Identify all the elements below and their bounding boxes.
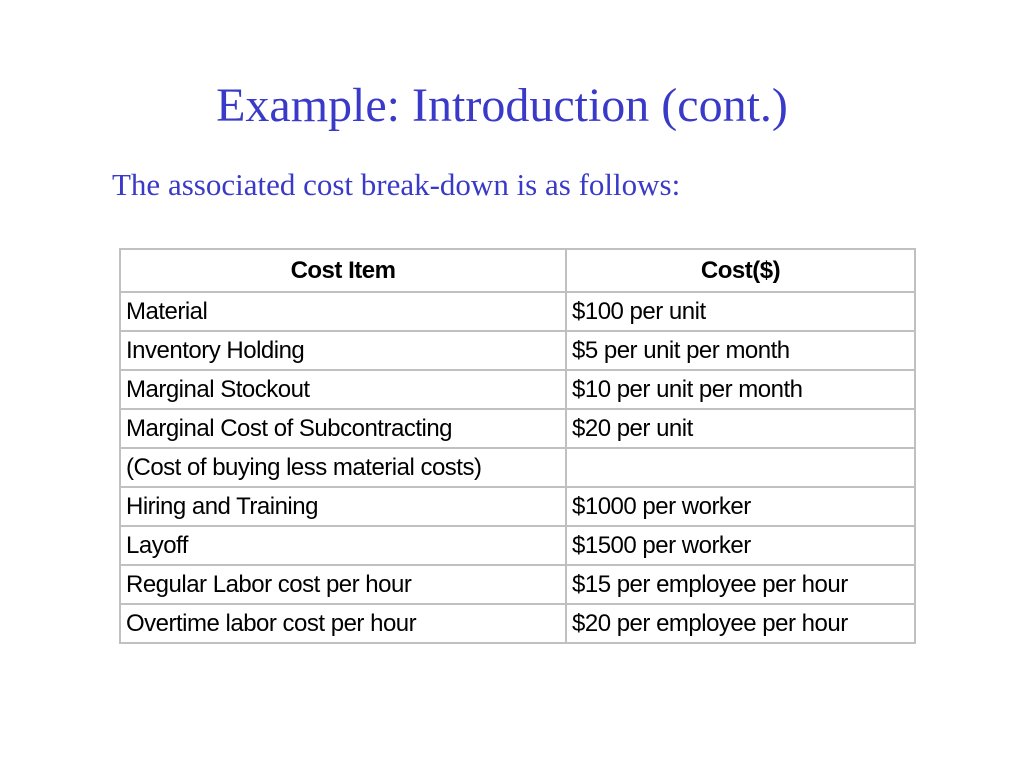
cost-value-cell	[566, 448, 915, 487]
table-row	[120, 370, 915, 409]
column-header-cost-item: Cost Item	[120, 249, 566, 292]
cost-value-cell: $20 per employee per hour	[566, 604, 915, 643]
table-row	[120, 565, 915, 604]
cost-value-cell: $5 per unit per month	[566, 331, 915, 370]
column-header-cost: Cost($)	[566, 249, 915, 292]
cost-table	[119, 248, 916, 644]
cost-item-cell: (Cost of buying less material costs)	[120, 448, 566, 487]
slide-title: Example: Introduction (cont.)	[216, 79, 788, 132]
cost-item-cell: Material	[120, 292, 566, 331]
table-row	[120, 604, 915, 643]
table-row	[120, 331, 915, 370]
table-row	[120, 448, 915, 487]
cost-item-cell: Regular Labor cost per hour	[120, 565, 566, 604]
table-row	[120, 409, 915, 448]
cost-item-cell: Marginal Cost of Subcontracting	[120, 409, 566, 448]
cost-item-cell: Marginal Stockout	[120, 370, 566, 409]
table-header-row	[120, 249, 915, 292]
table-row	[120, 487, 915, 526]
table-row	[120, 526, 915, 565]
cost-item-cell: Overtime labor cost per hour	[120, 604, 566, 643]
slide-subtitle: The associated cost break-down is as follows:	[112, 167, 681, 202]
table-row	[120, 292, 915, 331]
cost-item-cell: Layoff	[120, 526, 566, 565]
cost-item-cell: Hiring and Training	[120, 487, 566, 526]
cost-value-cell: $1000 per worker	[566, 487, 915, 526]
cost-value-cell: $20 per unit	[566, 409, 915, 448]
cost-value-cell: $10 per unit per month	[566, 370, 915, 409]
cost-value-cell: $100 per unit	[566, 292, 915, 331]
cost-item-cell: Inventory Holding	[120, 331, 566, 370]
cost-value-cell: $1500 per worker	[566, 526, 915, 565]
cost-value-cell: $15 per employee per hour	[566, 565, 915, 604]
